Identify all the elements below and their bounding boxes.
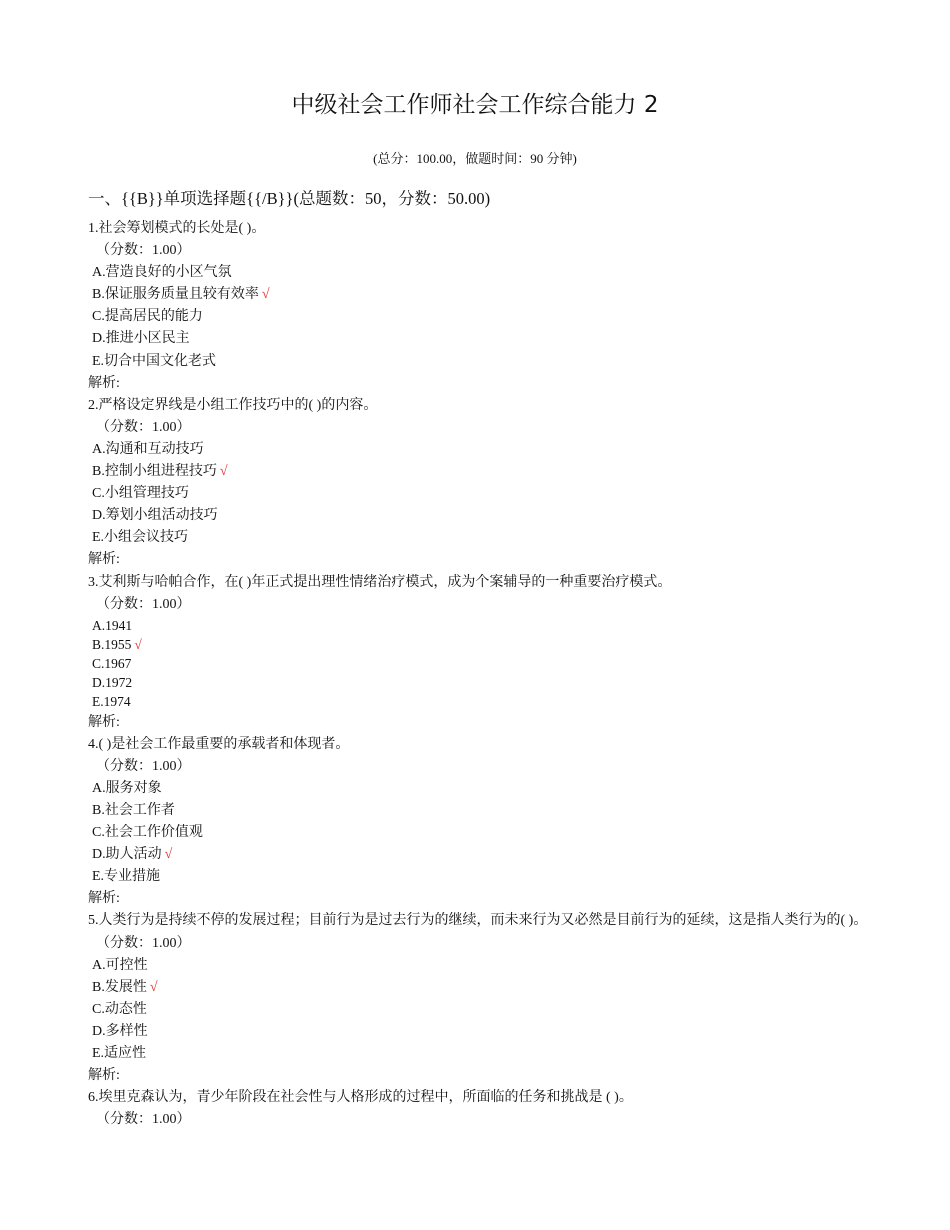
answer-option-text: B.发展性 [92, 979, 147, 995]
answer-option [88, 800, 888, 822]
answer-option-text: B.控制小组进程技巧 [92, 464, 217, 480]
page-title: 中级社会工作师社会工作综合能力 2 [291, 92, 659, 118]
analysis-label: 解析: [88, 552, 120, 568]
answer-option-text: E.切合中国文化老式 [92, 353, 217, 369]
question-score: （分数：1.00） [96, 758, 191, 774]
correct-check-mark: √ [164, 847, 173, 863]
answer-option-text: E.小组会议技巧 [92, 530, 189, 546]
answer-option-text: B.保证服务质量且较有效率 [92, 287, 259, 303]
answer-option-text: C.1967 [92, 656, 132, 672]
question-score: （分数：1.00） [96, 596, 191, 612]
answer-option [88, 483, 888, 505]
answer-option-text: D.推进小区民主 [92, 331, 190, 347]
question-score: （分数：1.00） [96, 935, 191, 951]
analysis-label: 解析: [88, 891, 120, 907]
page-subtitle: (总分：100.00，做题时间：90 分钟) [373, 151, 577, 166]
answer-option [88, 616, 888, 635]
correct-check-mark: √ [219, 464, 228, 480]
question-4 [88, 734, 888, 911]
answer-option [88, 505, 888, 527]
answer-option [88, 866, 888, 888]
answer-option-text: A.可控性 [92, 957, 148, 973]
answer-option-text: B.社会工作者 [92, 803, 175, 818]
question-stem: 6.埃里克森认为，青少年阶段在社会性与人格形成的过程中，所面临的任务和挑战是 ( )。 [88, 1090, 633, 1106]
answer-option [88, 351, 888, 373]
analysis-label: 解析: [88, 714, 120, 730]
answer-option-text: C.小组管理技巧 [92, 486, 189, 502]
question-3 [88, 572, 888, 734]
answer-option [88, 284, 888, 306]
answer-option [88, 527, 888, 549]
answer-option [88, 1021, 888, 1043]
answer-option [88, 822, 888, 844]
answer-option [88, 654, 888, 673]
question-2 [88, 395, 888, 572]
section-heading: 一、{{B}}单项选择题{{/B}}(总题数：50，分数：50.00) [88, 189, 491, 208]
answer-option [88, 844, 888, 866]
answer-option [88, 328, 888, 350]
answer-option-text: C.提高居民的能力 [92, 309, 203, 325]
answer-option [88, 306, 888, 328]
correct-check-mark: √ [134, 636, 142, 652]
question-score: （分数：1.00） [96, 243, 191, 259]
answer-option-text: B.1955 [92, 636, 132, 652]
answer-option [88, 692, 888, 711]
answer-option-text: C.社会工作价值观 [92, 825, 203, 841]
answer-option-text: E.专业措施 [92, 869, 161, 885]
question-5 [88, 910, 888, 1087]
answer-option-text: E.1974 [92, 694, 131, 710]
answer-option [88, 955, 888, 977]
question-score: （分数：1.00） [96, 419, 191, 435]
answer-option-text: D.筹划小组活动技巧 [92, 508, 218, 524]
correct-check-mark: √ [149, 979, 158, 995]
question-stem: 4.( )是社会工作最重要的承载者和体现者。 [88, 736, 350, 752]
answer-option-text: A.1941 [92, 617, 133, 633]
answer-option [88, 439, 888, 461]
answer-option [88, 778, 888, 800]
question-list [88, 218, 888, 1131]
answer-option-text: A.沟通和互动技巧 [92, 441, 204, 457]
question-stem: 3.艾利斯与哈帕合作，在( )年正式提出理性情绪治疗模式，成为个案辅导的一种重要治疗模式。 [88, 574, 672, 590]
question-1 [88, 218, 888, 395]
answer-option-text: C.动态性 [92, 1001, 147, 1017]
answer-option [88, 262, 888, 284]
answer-option-text: D.多样性 [92, 1023, 148, 1039]
question-stem: 2.严格设定界线是小组工作技巧中的( )的内容。 [88, 397, 378, 413]
answer-option-text: E.适应性 [92, 1046, 147, 1062]
question-score: （分数：1.00） [96, 1112, 191, 1128]
answer-option-text: A.服务对象 [92, 780, 162, 796]
question-stem: 5.人类行为是持续不停的发展过程；目前行为是过去行为的继续，而未来行为又必然是目前行为的延续，这是指人类行为的( )。 [88, 913, 868, 929]
answer-option [88, 977, 888, 999]
question-stem: 1.社会筹划模式的长处是( )。 [88, 221, 266, 236]
question-6 [88, 1087, 888, 1131]
answer-option-text: D.助人活动 [92, 847, 162, 863]
answer-option [88, 461, 888, 483]
correct-check-mark: √ [261, 287, 270, 303]
answer-option-text: A.营造良好的小区气氛 [92, 265, 232, 281]
answer-option [88, 673, 888, 692]
analysis-label: 解析: [88, 375, 120, 391]
answer-option [88, 999, 888, 1021]
answer-option [88, 635, 888, 654]
answer-option-text: D.1972 [92, 675, 133, 691]
answer-option [88, 1043, 888, 1065]
analysis-label: 解析: [88, 1068, 120, 1084]
